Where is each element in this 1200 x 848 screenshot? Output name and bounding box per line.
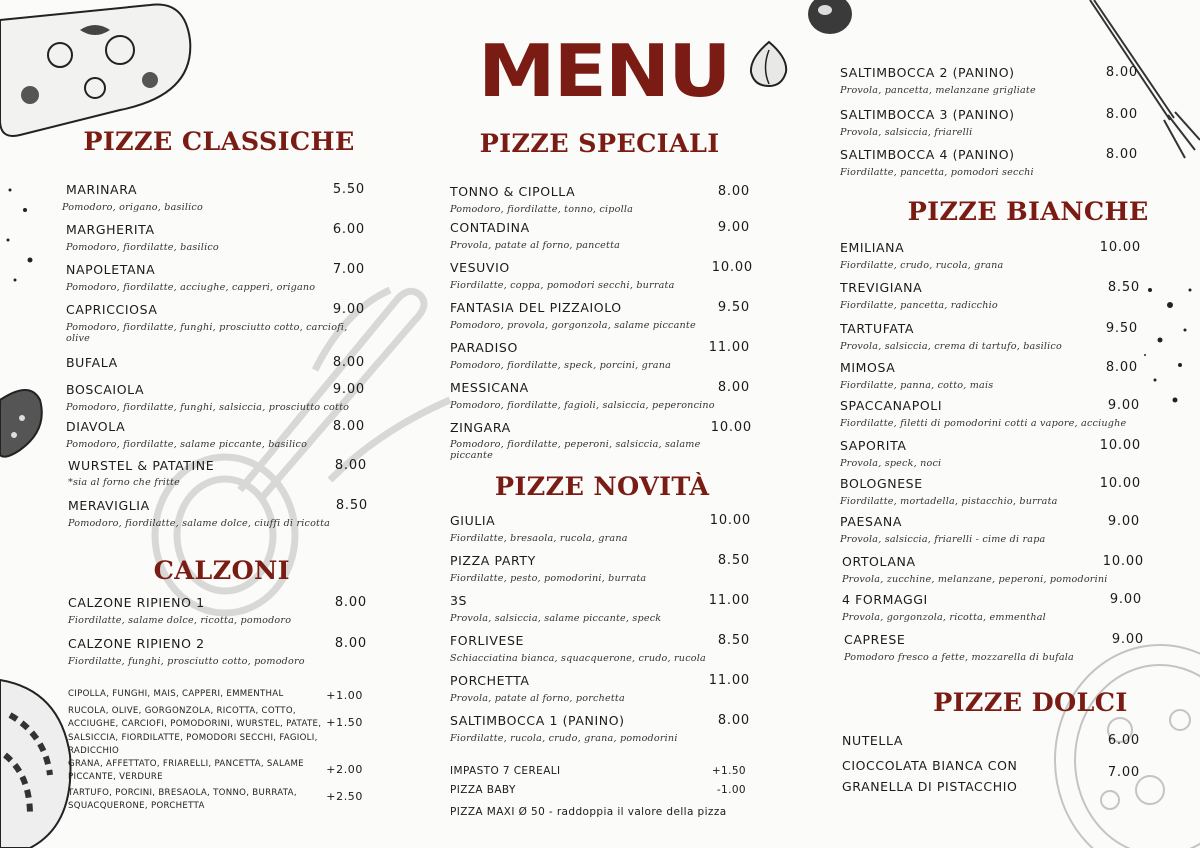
item-price: 7.00 (332, 262, 365, 277)
item-price: 9.00 (717, 220, 750, 235)
item-desc: Schiacciatina bianca, squacquerone, crudo, rucola (450, 653, 706, 664)
item-price: 5.50 (332, 182, 365, 197)
item-name: 3S (450, 593, 468, 608)
section-title-bianche: PIZZE BIANCHE (907, 197, 1149, 226)
item-price: 10.00 (711, 260, 753, 275)
item-desc: Fiordilatte, funghi, prosciutto cotto, pomodoro (68, 656, 305, 667)
item-name: CIOCCOLATA BIANCA CON (842, 758, 1018, 773)
item-name: BUFALA (66, 355, 118, 370)
extra-price: +2.00 (326, 763, 363, 776)
section-title-classiche: PIZZE CLASSICHE (83, 127, 355, 156)
item-price: 10.00 (709, 513, 751, 528)
item-desc: Pomodoro, fiordilatte, speck, porcini, grana (450, 360, 672, 371)
item-price: 8.50 (717, 633, 750, 648)
item-name: SALTIMBOCCA 4 (PANINO) (840, 147, 1015, 162)
item-name: TREVIGIANA (840, 280, 923, 295)
item-name: SALTIMBOCCA 1 (PANINO) (450, 713, 625, 728)
menu-title: MENU (478, 30, 730, 114)
item-price: 9.00 (332, 302, 365, 317)
item-name: SPACCANAPOLI (840, 398, 943, 413)
item-price: 8.00 (334, 458, 367, 473)
extra-price: +1.50 (326, 716, 363, 729)
item-price: 9.50 (717, 300, 750, 315)
item-desc: Provola, salsiccia, salame piccante, speck (450, 613, 662, 624)
maxi-note: PIZZA MAXI Ø 50 - raddoppia il valore della pizza (450, 806, 727, 818)
item-name: DIAVOLA (66, 419, 126, 434)
item-price: 11.00 (708, 673, 750, 688)
item-price: 6.00 (332, 222, 365, 237)
item-price: 8.00 (1105, 65, 1138, 80)
item-desc: Fiordilatte, mortadella, pistacchio, burrata (840, 496, 1058, 507)
item-desc: Fiordilatte, coppa, pomodori secchi, burrata (450, 280, 675, 291)
item-price: 7.00 (1107, 765, 1140, 780)
item-name: TONNO & CIPOLLA (450, 184, 576, 199)
option-price: -1.00 (716, 784, 746, 796)
section-title-calzoni: CALZONI (153, 556, 290, 585)
item-desc: Provola, gorgonzola, ricotta, emmenthal (842, 612, 1046, 623)
fork-illustration (1080, 0, 1200, 160)
item-desc: Provola, patate al forno, pancetta (450, 240, 621, 251)
item-name-line2: GRANELLA DI PISTACCHIO (842, 779, 1018, 794)
item-price: 8.50 (335, 498, 368, 513)
item-price: 8.00 (717, 380, 750, 395)
item-desc: Provola, speck, noci (840, 458, 942, 469)
salami-illustration (0, 380, 48, 460)
garlic-illustration (748, 40, 790, 88)
item-desc: Fiordilatte, salame dolce, ricotta, pomodoro (68, 615, 292, 626)
section-title-novita: PIZZE NOVITÀ (494, 472, 710, 501)
item-name: WURSTEL & PATATINE (68, 458, 215, 473)
item-price: 10.00 (1099, 476, 1141, 491)
item-name: SAPORITA (840, 438, 907, 453)
item-desc: Fiordilatte, pesto, pomodorini, burrata (450, 573, 647, 584)
item-price: 10.00 (710, 420, 752, 435)
item-desc: Provola, zucchine, melanzane, peperoni, pomodorini (842, 574, 1108, 585)
item-name: SALTIMBOCCA 2 (PANINO) (840, 65, 1015, 80)
extra-row: GRANA, AFFETTATO, FRIARELLI, PANCETTA, SALAME PICCANTE, VERDURE (68, 759, 304, 783)
item-price: 9.00 (1107, 514, 1140, 529)
item-desc: Pomodoro, fiordilatte, basilico (66, 242, 219, 253)
option-text: IMPASTO 7 CEREALI (450, 765, 561, 777)
item-price: 8.00 (332, 355, 365, 370)
item-desc: Fiordilatte, pancetta, pomodori secchi (840, 167, 1034, 178)
item-desc: Pomodoro, fiordilatte, fagioli, salsiccia, peperoncino (450, 400, 715, 411)
item-name: PAESANA (840, 514, 903, 529)
item-price: 10.00 (1102, 554, 1144, 569)
item-desc: Pomodoro, fiordilatte, tonno, cipolla (450, 204, 634, 215)
item-desc: Fiordilatte, pancetta, radicchio (840, 300, 998, 311)
item-name: BOLOGNESE (840, 476, 923, 491)
extra-price: +1.00 (326, 689, 363, 702)
item-name: CAPRESE (844, 632, 906, 647)
item-price: 8.00 (1105, 360, 1138, 375)
item-price: 9.00 (332, 382, 365, 397)
extra-row: RUCOLA, OLIVE, GORGONZOLA, RICOTTA, COTTO, ACCIUGHE, CARCIOFI, POMODORINI, WURSTEL, PATATE, SALSICCIA, FIORDILATTE, POMODORI SECCHI, FAGIOLI, RADICCHIO (68, 706, 322, 757)
option-price: +1.50 (711, 765, 746, 777)
item-desc: Provola, salsiccia, friarelli (840, 127, 973, 138)
item-name: VESUVIO (450, 260, 510, 275)
item-price: 9.00 (1107, 398, 1140, 413)
item-price: 9.50 (1105, 321, 1138, 336)
item-price: 8.00 (332, 419, 365, 434)
item-name: GIULIA (450, 513, 496, 528)
item-desc: Pomodoro, fiordilatte, funghi, prosciutto cotto, carciofi, olive (66, 322, 348, 344)
item-desc: Pomodoro, fiordilatte, acciughe, capperi, origano (66, 282, 316, 293)
item-desc: Provola, salsiccia, friarelli - cime di rapa (840, 534, 1046, 545)
item-price: 8.00 (334, 636, 367, 651)
item-desc: Fiordilatte, filetti di pomodorini cotti a vapore, acciughe (840, 418, 1127, 429)
item-desc: Fiordilatte, bresaola, rucola, grana (450, 533, 628, 544)
item-name: CONTADINA (450, 220, 530, 235)
option-text: PIZZA BABY (450, 784, 516, 796)
item-name: PORCHETTA (450, 673, 530, 688)
item-desc: Provola, patate al forno, porchetta (450, 693, 625, 704)
item-name: BOSCAIOLA (66, 382, 145, 397)
item-name: 4 FORMAGGI (842, 592, 928, 607)
item-name: PIZZA PARTY (450, 553, 536, 568)
item-price: 10.00 (1099, 438, 1141, 453)
item-name: FANTASIA DEL PIZZAIOLO (450, 300, 622, 315)
item-price: 11.00 (708, 340, 750, 355)
item-price: 8.00 (1105, 147, 1138, 162)
item-name: MERAVIGLIA (68, 498, 150, 513)
item-price: 8.50 (1107, 280, 1140, 295)
item-desc: Fiordilatte, rucola, crudo, grana, pomodorini (450, 733, 678, 744)
item-name: MIMOSA (840, 360, 896, 375)
item-price: 8.00 (717, 184, 750, 199)
item-desc: Pomodoro, fiordilatte, salame dolce, ciuffi di ricotta (68, 518, 331, 529)
item-name: CALZONE RIPIENO 1 (68, 595, 205, 610)
item-name: NUTELLA (842, 733, 903, 748)
item-price: 9.00 (1111, 632, 1144, 647)
item-price: 8.00 (334, 595, 367, 610)
item-price: 8.00 (1105, 107, 1138, 122)
olive-illustration (805, 0, 855, 40)
item-desc: Provola, pancetta, melanzane grigliate (840, 85, 1036, 96)
item-price: 8.50 (717, 553, 750, 568)
extra-price: +2.50 (326, 790, 363, 803)
item-desc: Pomodoro, origano, basilico (62, 202, 203, 213)
item-name: CAPRICCIOSA (66, 302, 158, 317)
item-desc: Pomodoro fresco a fette, mozzarella di bufala (844, 652, 1074, 663)
pizza-slice-illustration (0, 0, 195, 140)
item-name: MARINARA (66, 182, 138, 197)
item-name: PARADISO (450, 340, 518, 355)
item-desc: Pomodoro, fiordilatte, peperoni, salsiccia, salame piccante (450, 439, 701, 461)
item-name: FORLIVESE (450, 633, 525, 648)
item-desc: Pomodoro, provola, gorgonzola, salame piccante (450, 320, 696, 331)
item-desc: *sia al forno che fritte (68, 477, 180, 488)
item-name: MESSICANA (450, 380, 529, 395)
item-desc: Fiordilatte, crudo, rucola, grana (840, 260, 1004, 271)
item-desc: Fiordilatte, panna, cotto, mais (840, 380, 994, 391)
item-desc: Pomodoro, fiordilatte, funghi, salsiccia, prosciutto cotto (66, 402, 350, 413)
bread-illustration (0, 675, 75, 848)
item-name: ZINGARA (450, 420, 511, 435)
item-desc: Pomodoro, fiordilatte, salame piccante, basilico (66, 439, 308, 450)
item-name: MARGHERITA (66, 222, 155, 237)
item-price: 9.00 (1109, 592, 1142, 607)
item-desc: Provola, salsiccia, crema di tartufo, basilico (840, 341, 1062, 352)
item-price: 10.00 (1099, 240, 1141, 255)
item-name: TARTUFATA (840, 321, 915, 336)
item-name: NAPOLETANA (66, 262, 156, 277)
item-name: ORTOLANA (842, 554, 916, 569)
item-name: SALTIMBOCCA 3 (PANINO) (840, 107, 1015, 122)
item-price: 6.00 (1107, 733, 1140, 748)
section-title-dolci: PIZZE DOLCI (933, 688, 1128, 717)
section-title-speciali: PIZZE SPECIALI (479, 129, 720, 158)
item-price: 8.00 (717, 713, 750, 728)
extra-row: CIPOLLA, FUNGHI, MAIS, CAPPERI, EMMENTHAL (68, 689, 284, 699)
ink-splatter (1130, 270, 1200, 420)
item-name: EMILIANA (840, 240, 905, 255)
item-name: CALZONE RIPIENO 2 (68, 636, 205, 651)
extra-row: TARTUFO, PORCINI, BRESAOLA, TONNO, BURRATA, SQUACQUERONE, PORCHETTA (68, 788, 297, 812)
ink-splatter-left (0, 180, 40, 290)
item-price: 11.00 (708, 593, 750, 608)
